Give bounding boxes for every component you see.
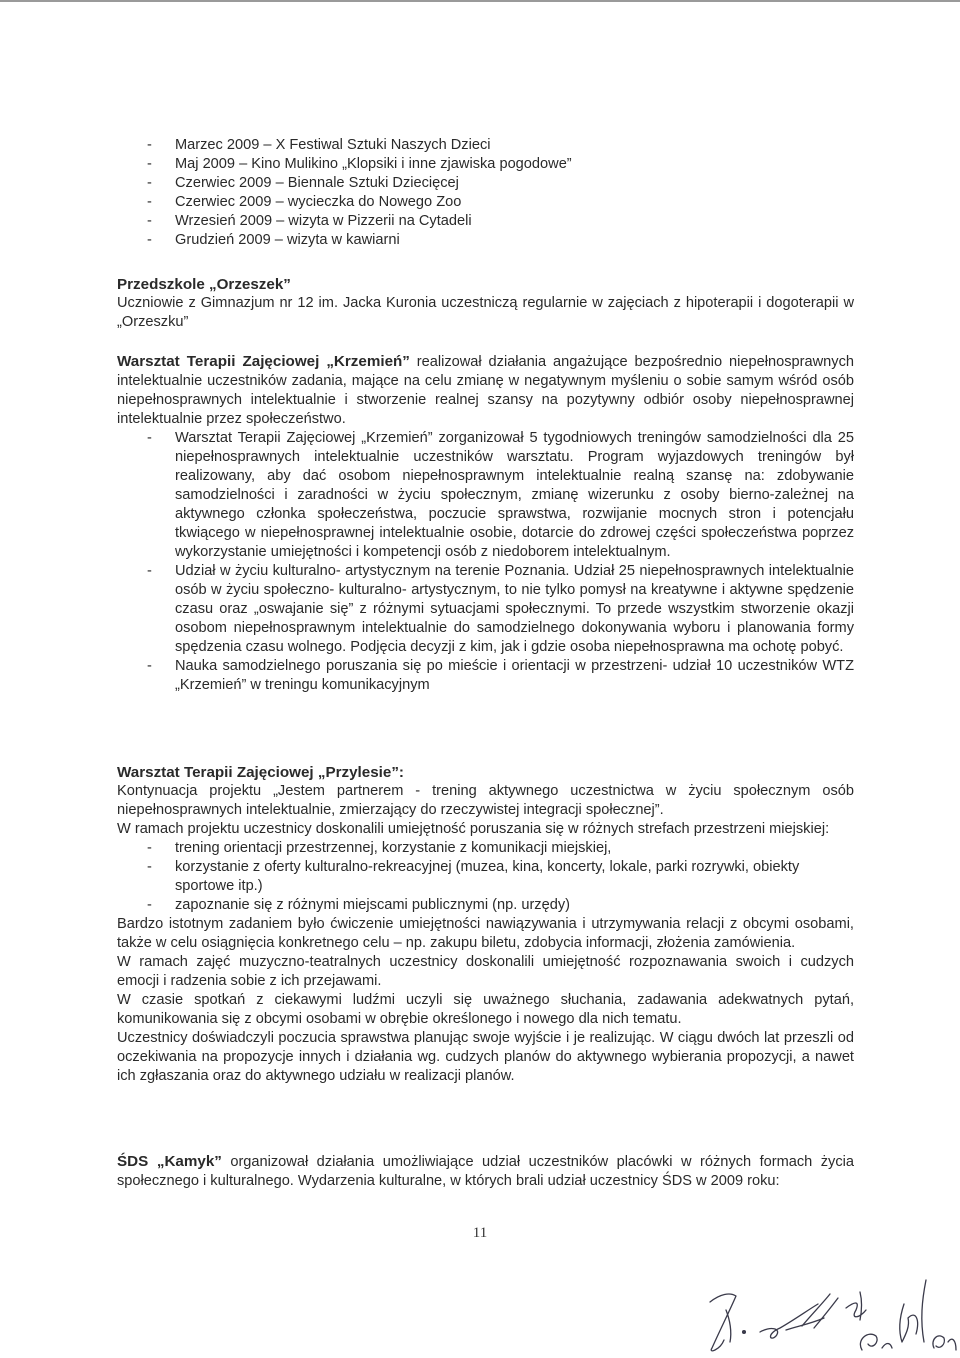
list-item: - Udział w życiu kulturalno- artystycznym na terenie Poznania. Udział 25 niepełnosprawnych intelektualnie osób w życiu społeczno- kulturalno- artystycznym, to nie tylko pomysł na kreatywne i aktywne spędzenie czasu oraz „oswajanie się” z różnymi sytuacjami społecznymi. To przede wszystkim stworzenie okazji osobom niepełnosprawnym intelektualnie do samodzielnego dokonywania wyboru i planowania formy spędzenia czasu wolnego. Podjęcia decyzji z kim, jak i gdzie osoba niepełnosprawna ma ochotę pobyć.	[117, 562, 854, 657]
krzemien-section	[117, 352, 854, 695]
signature-stroke-7	[900, 1280, 926, 1342]
list-item: - Czerwiec 2009 – wycieczka do Nowego Zoo	[117, 193, 854, 212]
section-heading: Warsztat Terapii Zajęciowej „Przylesie”:	[117, 764, 404, 781]
paragraph	[117, 1152, 854, 1191]
przylesie-list	[117, 839, 854, 915]
list-item: - Grudzień 2009 – wizyta w kawiarni	[117, 231, 854, 250]
paragraph: Kontynuacja projektu „Jestem partnerem - trening aktywnego uczestnictwa w życiu społecznym osób niepełnosprawnych intelektualnie, zmierzający do rzeczywistej integracji społecznej”.	[117, 783, 854, 818]
signature-dot	[743, 1331, 746, 1334]
signature-stroke-1	[710, 1294, 736, 1351]
list-item: - korzystanie z oferty kulturalno-rekreacyjnej (muzea, kina, koncerty, lokale, parki rozrywki, obiekty sportowe itp.)	[117, 858, 854, 896]
section-heading: Warsztat Terapii Zajęciowej „Krzemień”	[117, 353, 410, 370]
paragraph: W ramach zajęć muzyczno-teatralnych uczestnicy doskonalili umiejętność rozpoznawania swoich i cudzych emocji i radzenia sobie z ich przejawami.	[117, 954, 854, 989]
paragraph-text: realizował działania angażujące bezpośrednio niepełnosprawnych intelektualnie uczestników zadania, mające na celu zmianę w negatywnym myśleniu o sobie samym wśród osób niepełnosprawnych intelektualnie i stworzenie realnej szansy na pozytywny odbiór osoby niepełnosprawnej intelektualnie przez społeczeństwo.	[117, 354, 854, 427]
orzeszek-section	[117, 275, 854, 332]
signature-stroke-5	[846, 1292, 866, 1320]
handwritten-signature-image	[690, 1270, 960, 1358]
section-heading: Przedszkole „Orzeszek”	[117, 276, 291, 293]
page-number: 11	[472, 1225, 488, 1241]
scan-top-edge	[0, 0, 960, 2]
signature-stroke-6	[860, 1334, 892, 1350]
list-item: - trening orientacji przestrzennej, korzystanie z komunikacji miejskiej,	[117, 839, 854, 858]
paragraph: W czasie spotkań z ciekawymi ludźmi uczyli się uważnego słuchania, zadawania adekwatnych pytań, komunikowania się z obcymi osobami w obrębie określonego i nowego dla nich tematu.	[117, 992, 854, 1027]
krzemien-list	[117, 429, 854, 695]
paragraph: W ramach projektu uczestnicy doskonalili umiejętność poruszania się w różnych strefach przestrzeni miejskiej:	[117, 821, 830, 837]
signature-stroke-8	[933, 1336, 956, 1350]
list-item: - Wrzesień 2009 – wizyta w Pizzerii na Cytadeli	[117, 212, 854, 231]
section-heading: ŚDS „Kamyk”	[117, 1153, 222, 1170]
kamyk-section	[117, 1152, 854, 1191]
signature-stroke-3	[760, 1304, 824, 1338]
paragraph: Uczniowie z Gimnazjum nr 12 im. Jacka Kuronia uczestniczą regularnie w zajęciach z hipoterapii i dogoterapii w „Orzeszku”	[117, 295, 854, 330]
paragraph: Uczestnicy doświadczyli poczucia sprawstwa planując swoje wyjście i je realizując. W ciągu dwóch lat przeszli od oczekiwania na propozycje innych i działania wg. cudzych planów do aktywnego wybierania propozycji, a nawet ich zgłaszania oraz do aktywnego udziału w realizacji planów.	[117, 1030, 854, 1084]
list-item: - zapoznanie się z różnymi miejscami publicznymi (np. urzędy)	[117, 896, 854, 915]
events-list	[117, 136, 854, 250]
events-section	[117, 136, 854, 250]
list-item: - Maj 2009 – Kino Mulikino „Klopsiki i inne zjawiska pogodowe”	[117, 155, 854, 174]
list-item: - Warsztat Terapii Zajęciowej „Krzemień” zorganizował 5 tygodniowych treningów samodzielności dla 25 niepełnosprawnych intelektualnie uczestników warsztatu. Program wyjazdowych treningów był realizowany, aby dać osobom niepełnosprawnym intelektualnie realną szansę na: zdobywanie samodzielności i zaradności w życiu społecznym, zmianę wizerunku z osoby bierno-zależnej na aktywnego członka społeczeństwa, poczucie sprawstwa, rozwijanie mocnych stron i potencjału tkwiącego w niepełnosprawnej intelektualnie osobie, dotarcie do zdrowej części społeczeństwa poprzez wykorzystanie umiejętności i kompetencji osób z niedoborem intelektualnym.	[117, 429, 854, 562]
list-item: - Marzec 2009 – X Festiwal Sztuki Naszych Dzieci	[117, 136, 854, 155]
list-item: - Nauka samodzielnego poruszania się po mieście i orientacji w przestrzeni- udział 10 uczestników WTZ „Krzemień” w treningu komunikacyjnym	[117, 657, 854, 695]
paragraph: Bardzo istotnym zadaniem było ćwiczenie umiejętności nawiązywania i utrzymywania relacji z obcymi osobami, także w celu osiągnięcia konkretnego celu – np. zakupu biletu, zdobycia informacji, złożenia zamówienia.	[117, 916, 854, 951]
paragraph	[117, 352, 854, 429]
paragraph-text: organizował działania umożliwiające udział uczestników placówki w różnych formach życia społecznego i kulturalnego. Wydarzenia kulturalne, w których brali udział uczestnicy ŚDS w 2009 roku:	[117, 1154, 854, 1189]
przylesie-section	[117, 763, 854, 1086]
list-item: - Czerwiec 2009 – Biennale Sztuki Dziecięcej	[117, 174, 854, 193]
